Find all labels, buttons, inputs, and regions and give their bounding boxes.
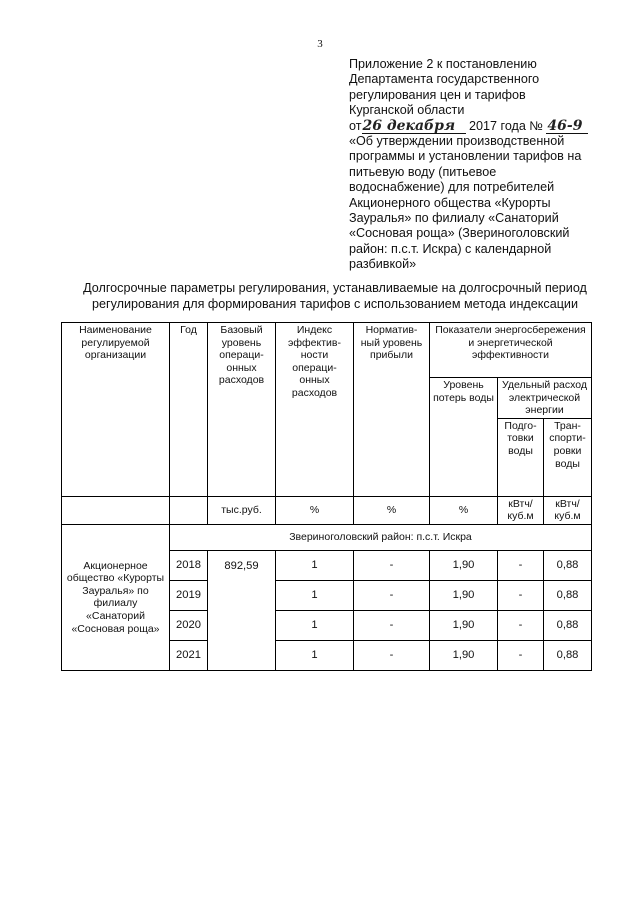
appendix-line: Департамента государственного bbox=[349, 72, 540, 87]
year-text: 2017 года № bbox=[469, 118, 543, 133]
cell-year: 2018 bbox=[170, 550, 208, 580]
unit-empty bbox=[170, 496, 208, 524]
unit-water-loss: % bbox=[430, 496, 498, 524]
cell-profit: - bbox=[354, 610, 430, 640]
header-energy-indicators: Показатели энергосбережения и энергетической эффективности bbox=[430, 323, 592, 378]
cell-water-loss: 1,90 bbox=[430, 640, 498, 670]
organization-name: Акционерное общество «Курорты Зауралья» по филиалу «Санаторий «Сосновая роща» bbox=[62, 524, 170, 670]
handwritten-date: 26 декабря bbox=[362, 120, 466, 134]
unit-preparation: кВтч/ куб.м bbox=[498, 496, 544, 524]
cell-year: 2020 bbox=[170, 610, 208, 640]
unit-transportation: кВтч/ куб.м bbox=[544, 496, 592, 524]
cell-profit: - bbox=[354, 550, 430, 580]
unit-empty bbox=[62, 496, 170, 524]
cell-transportation: 0,88 bbox=[544, 550, 592, 580]
from-prefix: от bbox=[349, 118, 362, 133]
cell-preparation: - bbox=[498, 610, 544, 640]
cell-preparation: - bbox=[498, 640, 544, 670]
appendix-line: Курганской области bbox=[349, 103, 465, 118]
cell-profit: - bbox=[354, 580, 430, 610]
header-specific-electricity: Удельный расход электрической энергии bbox=[498, 378, 592, 419]
decree-date-line bbox=[349, 119, 611, 134]
cell-water-loss: 1,90 bbox=[430, 550, 498, 580]
cell-water-loss: 1,90 bbox=[430, 580, 498, 610]
document-title bbox=[40, 281, 630, 312]
subject-line: Акционерного общества «Курорты bbox=[349, 195, 551, 210]
subject-line: разбивкой» bbox=[349, 257, 417, 272]
cell-profit: - bbox=[354, 640, 430, 670]
subject-line: район: п.с.т. Искра) с календарной bbox=[349, 241, 552, 256]
appendix-line: регулирования цен и тарифов bbox=[349, 87, 526, 102]
page-number: 3 bbox=[317, 38, 323, 50]
header-efficiency-index: Индекс эффектив-ности операци-онных расходов bbox=[276, 323, 354, 497]
subject-line: «Об утверждении производственной bbox=[349, 134, 565, 149]
unit-profit-level: % bbox=[354, 496, 430, 524]
header-profit-level: Норматив-ный уровень прибыли bbox=[354, 323, 430, 497]
unit-base-level: тыс.руб. bbox=[208, 496, 276, 524]
cell-year: 2019 bbox=[170, 580, 208, 610]
cell-transportation: 0,88 bbox=[544, 580, 592, 610]
handwritten-number: 46-9 bbox=[546, 120, 588, 134]
cell-transportation: 0,88 bbox=[544, 610, 592, 640]
title-line: регулирования для формирования тарифов с использованием метода индексации bbox=[92, 296, 578, 311]
cell-transportation: 0,88 bbox=[544, 640, 592, 670]
appendix-line: Приложение 2 к постановлению bbox=[349, 57, 537, 71]
cell-index: 1 bbox=[276, 640, 354, 670]
appendix-block bbox=[349, 57, 611, 273]
district-row: Звериноголовский район: п.с.т. Искра bbox=[170, 524, 592, 550]
subject-line: водоснабжение) для потребителей bbox=[349, 180, 555, 195]
header-water-loss: Уровень потерь воды bbox=[430, 378, 498, 497]
subject-line: питьевую воду (питьевое bbox=[349, 164, 497, 179]
cell-index: 1 bbox=[276, 580, 354, 610]
subject-line: Зауралья» по филиалу «Санаторий bbox=[349, 211, 559, 226]
cell-index: 1 bbox=[276, 550, 354, 580]
cell-preparation: - bbox=[498, 580, 544, 610]
cell-index: 1 bbox=[276, 610, 354, 640]
header-preparation: Подго-товки воды bbox=[498, 418, 544, 496]
cell-water-loss: 1,90 bbox=[430, 610, 498, 640]
header-base-level: Базовый уровень операци-онных расходов bbox=[208, 323, 276, 497]
unit-efficiency-index: % bbox=[276, 496, 354, 524]
subject-line: «Сосновая роща» (Звериноголовский bbox=[349, 226, 570, 241]
header-transportation: Тран-спорти-ровки воды bbox=[544, 418, 592, 496]
header-year: Год bbox=[170, 323, 208, 497]
title-line: Долгосрочные параметры регулирования, устанавливаемые на долгосрочный период bbox=[83, 281, 587, 295]
cell-preparation: - bbox=[498, 550, 544, 580]
subject-line: программы и установлении тарифов на bbox=[349, 149, 582, 164]
cell-year: 2021 bbox=[170, 640, 208, 670]
header-org-name: Наименование регулируемой организации bbox=[62, 323, 170, 497]
regulation-parameters-table bbox=[61, 322, 592, 671]
cell-base-level: 892,59 bbox=[208, 550, 276, 670]
